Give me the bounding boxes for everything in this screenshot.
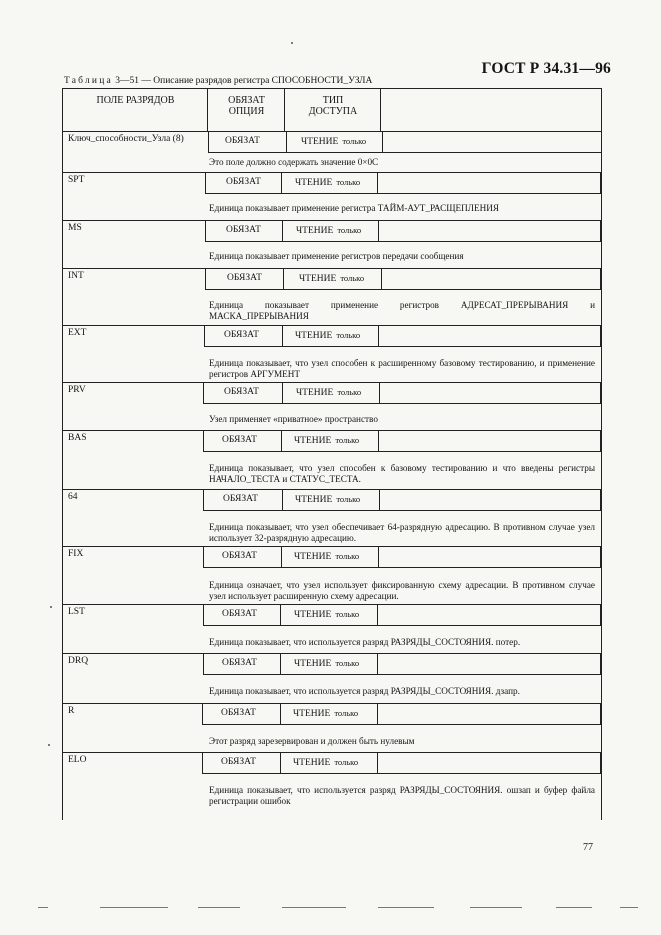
- field-description: Единица означает, что узел использует фиксированную схему адресации. В противном случае узел использует расширенную схему адресации.: [209, 580, 595, 601]
- header-required-line2: ОПЦИЯ: [228, 106, 265, 117]
- scan-mark: [620, 907, 638, 908]
- access-suffix: только: [336, 330, 361, 340]
- bit-field-table: [62, 88, 602, 820]
- cell-divider: [280, 752, 281, 773]
- scan-speck: [291, 42, 293, 44]
- table-row: [63, 220, 601, 269]
- field-name: DRQ: [68, 656, 89, 666]
- cell-divider: [280, 653, 281, 674]
- value-cells: [205, 220, 601, 242]
- field-name: MS: [68, 223, 82, 233]
- cell-divider: [378, 220, 379, 241]
- access-type: ЧТЕНИЕ: [294, 659, 332, 669]
- cell-divider: [280, 604, 281, 625]
- field-description: Единица показывает, что узел способен к базовому тестированию и что введены регистры НАЧАЛО_ТЕСТА и СТАТУС_ТЕСТА.: [209, 463, 595, 484]
- required-value: ОБЯЗАТ: [222, 658, 257, 668]
- field-name: BAS: [68, 433, 87, 443]
- access-value: [295, 330, 360, 341]
- cell-divider: [281, 430, 282, 451]
- access-type: ЧТЕНИЕ: [294, 552, 332, 562]
- access-suffix: только: [334, 708, 359, 718]
- field-name: R: [68, 706, 75, 716]
- table-caption-text: 3—51 — Описание разрядов регистра СПОСОБНОСТИ_УЗЛА: [112, 76, 373, 86]
- table-row: [63, 752, 601, 821]
- field-name: SPT: [68, 175, 85, 185]
- cell-divider: [377, 752, 378, 773]
- field-description: Этот разряд зарезервирован и должен быть нулевым: [209, 736, 415, 746]
- table-row: [63, 604, 601, 654]
- scan-mark: [198, 907, 240, 908]
- value-cells: [204, 325, 601, 347]
- field-description: Единица показывает применение регистров АДРЕСАТ_ПРЕРЫВАНИЯ и МАСКА_ПРЕРЫВАНИЯ: [209, 300, 595, 321]
- access-value: [294, 609, 359, 620]
- scan-mark: [378, 907, 434, 908]
- required-value: ОБЯЗАТ: [227, 273, 262, 283]
- table-row: [63, 653, 601, 704]
- value-cells: [203, 604, 601, 626]
- field-description: Единица показывает, что узел способен к расширенному базовому тестированию, и применение регистров АРГУМЕНТ: [209, 358, 595, 379]
- cell-divider: [377, 172, 378, 193]
- field-description: Единица показывает, что используется разряд РАЗРЯДЫ_СОСТОЯНИЯ. дзапр.: [209, 686, 520, 696]
- required-value: ОБЯЗАТ: [224, 387, 259, 397]
- cell-divider: [382, 131, 383, 152]
- field-description: Единица показывает, что используется разряд РАЗРЯДЫ_СОСТОЯНИЯ. потер.: [209, 637, 521, 647]
- required-value: ОБЯЗАТ: [225, 136, 260, 146]
- access-type: ЧТЕНИЕ: [296, 226, 334, 236]
- value-cells: [203, 382, 601, 404]
- table-caption: [64, 76, 372, 86]
- cell-divider: [378, 325, 379, 346]
- table-row: [63, 131, 601, 173]
- field-name: FIX: [68, 549, 84, 559]
- access-suffix: только: [334, 757, 359, 767]
- access-suffix: только: [337, 387, 362, 397]
- access-type: ЧТЕНИЕ: [295, 178, 333, 188]
- access-value: [294, 658, 359, 669]
- cell-divider: [378, 546, 379, 567]
- header-access-line2: ДОСТУПА: [308, 106, 358, 117]
- header-cell-access: [285, 89, 381, 131]
- table-caption-prefix: Таблица: [64, 76, 113, 86]
- standard-number: ГОСТ Р 34.31—96: [481, 60, 611, 77]
- access-value: [293, 708, 358, 719]
- header-field-label: ПОЛЕ РАЗРЯДОВ: [96, 95, 175, 106]
- field-name: ELO: [68, 755, 87, 765]
- access-type: ЧТЕНИЕ: [295, 331, 333, 341]
- field-description: Единица показывает применение регистров передачи сообщения: [209, 251, 464, 261]
- access-value: [296, 225, 361, 236]
- field-name: EXT: [68, 328, 87, 338]
- access-value: [295, 494, 360, 505]
- page-number: 77: [583, 842, 593, 853]
- scan-speck: [50, 606, 52, 608]
- field-name: 64: [68, 492, 78, 502]
- field-description: Узел применяет «приватное» пространство: [209, 414, 378, 424]
- access-type: ЧТЕНИЕ: [293, 758, 331, 768]
- access-type: ЧТЕНИЕ: [295, 495, 333, 505]
- cell-divider: [281, 172, 282, 193]
- access-value: [295, 177, 360, 188]
- scan-mark: [100, 907, 168, 908]
- cell-divider: [379, 489, 380, 510]
- cell-divider: [282, 220, 283, 241]
- access-suffix: только: [342, 136, 367, 146]
- table-row: [63, 546, 601, 605]
- value-cells: [203, 489, 601, 511]
- access-type: ЧТЕНИЕ: [296, 388, 334, 398]
- cell-divider: [379, 382, 380, 403]
- field-description: Единица показывает, что используется разряд РАЗРЯДЫ_СОСТОЯНИЯ. ошзап и буфер файла регистрации ошибок: [209, 785, 595, 806]
- access-suffix: только: [336, 177, 361, 187]
- field-name: LST: [68, 607, 85, 617]
- access-value: [294, 435, 359, 446]
- value-cells: [203, 430, 601, 452]
- access-value: [296, 387, 361, 398]
- required-value: ОБЯЗАТ: [222, 435, 257, 445]
- table-row: [63, 172, 601, 221]
- value-cells: [205, 268, 601, 290]
- cell-divider: [283, 268, 284, 289]
- access-suffix: только: [335, 551, 360, 561]
- cell-divider: [282, 382, 283, 403]
- access-type: ЧТЕНИЕ: [294, 610, 332, 620]
- required-value: ОБЯЗАТ: [226, 225, 261, 235]
- table-row: [63, 382, 601, 431]
- field-description: Единица показывает применение регистра ТАЙМ-АУТ_РАСЩЕПЛЕНИЯ: [209, 203, 499, 213]
- required-value: ОБЯЗАТ: [221, 757, 256, 767]
- access-value: [301, 136, 366, 147]
- required-value: ОБЯЗАТ: [226, 177, 261, 187]
- cell-divider: [286, 131, 287, 152]
- cell-divider: [377, 653, 378, 674]
- required-value: ОБЯЗАТ: [222, 609, 257, 619]
- table-row: [63, 268, 601, 326]
- cell-divider: [281, 546, 282, 567]
- access-type: ЧТЕНИЕ: [294, 436, 332, 446]
- required-value: ОБЯЗАТ: [223, 494, 258, 504]
- table-row: [63, 489, 601, 547]
- cell-divider: [282, 489, 283, 510]
- field-description: Единица показывает, что узел обеспечивает 64-разрядную адресацию. В противном случае узел использует 32-разрядную адресацию.: [209, 522, 595, 543]
- field-name: PRV: [68, 385, 86, 395]
- scan-mark: [38, 907, 48, 908]
- field-name: Ключ_способности_Узла (8): [68, 134, 184, 144]
- table-row: [63, 430, 601, 490]
- access-suffix: только: [337, 225, 362, 235]
- cell-divider: [282, 325, 283, 346]
- required-value: ОБЯЗАТ: [221, 708, 256, 718]
- access-value: [293, 757, 358, 768]
- cell-divider: [378, 430, 379, 451]
- header-required-line1: ОБЯЗАТ: [228, 95, 265, 106]
- value-cells: [203, 653, 601, 675]
- scan-mark: [556, 907, 592, 908]
- access-value: [294, 551, 359, 562]
- table-header: [63, 89, 601, 132]
- scan-mark: [282, 907, 346, 908]
- cell-divider: [377, 703, 378, 724]
- access-type: ЧТЕНИЕ: [301, 137, 339, 147]
- table-row: [63, 703, 601, 753]
- cell-divider: [280, 703, 281, 724]
- access-suffix: только: [335, 435, 360, 445]
- scan-speck: [48, 744, 50, 746]
- value-cells: [205, 172, 601, 194]
- access-suffix: только: [340, 273, 365, 283]
- access-suffix: только: [336, 494, 361, 504]
- access-suffix: только: [335, 658, 360, 668]
- field-name: INT: [68, 271, 84, 281]
- scan-mark: [470, 907, 522, 908]
- cell-divider: [381, 268, 382, 289]
- access-type: ЧТЕНИЕ: [299, 274, 337, 284]
- field-description: Это поле должно содержать значение 0×0С: [209, 157, 379, 167]
- value-cells: [202, 703, 601, 725]
- value-cells: [203, 546, 601, 568]
- table-row: [63, 325, 601, 383]
- header-cell-field: [63, 89, 208, 131]
- required-value: ОБЯЗАТ: [222, 551, 257, 561]
- header-access-line1: ТИП: [322, 95, 344, 106]
- required-value: ОБЯЗАТ: [224, 330, 259, 340]
- header-cell-required: [208, 89, 285, 131]
- access-type: ЧТЕНИЕ: [293, 709, 331, 719]
- access-suffix: только: [335, 609, 360, 619]
- value-cells: [208, 131, 602, 153]
- value-cells: [202, 752, 601, 774]
- cell-divider: [377, 604, 378, 625]
- access-value: [299, 273, 364, 284]
